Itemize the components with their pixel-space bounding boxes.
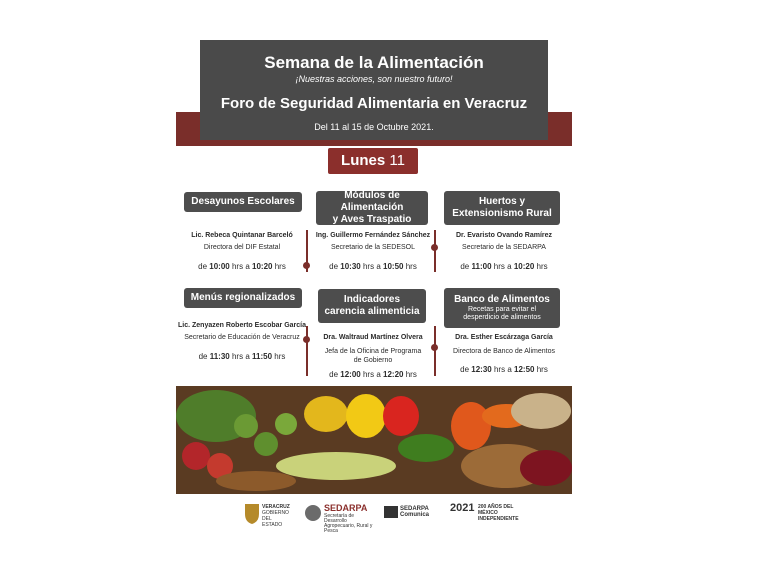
session-time-1: de 10:00 hrs a 10:20 hrs [198, 262, 286, 271]
event-title: Semana de la Alimentación [264, 53, 484, 72]
timeline-divider [434, 326, 436, 376]
vegetables-photo [176, 386, 572, 494]
timeline-dot [431, 344, 438, 351]
timeline-dot [303, 262, 310, 269]
speaker-name-5: Dra. Waltraud Martínez Olvera [323, 334, 423, 341]
speaker-role-2: Secretario de la SEDESOL [330, 244, 416, 251]
session-title-4: Menús regionalizados [184, 288, 302, 308]
session-title-5: Indicadores carencia alimenticia [318, 289, 426, 323]
comunica-icon [384, 506, 398, 518]
sedarpa-logo: SEDARPA Secretaría de Desarrollo Agropecuario, Rural y Pesca [304, 498, 376, 528]
session-time-5: de 12:00 hrs a 12:20 hrs [329, 370, 417, 379]
session-time-4: de 11:30 hrs a 11:50 hrs [198, 352, 286, 361]
bicentennial-logo: 2021 200 AÑOS DEL MÉXICO INDEPENDIENTE [450, 502, 519, 522]
session-title-2: Módulos de Alimentación y Aves Traspatio [316, 191, 428, 225]
event-slogan: ¡Nuestras acciones, son nuestro futuro! [295, 74, 453, 84]
timeline-dot [431, 244, 438, 251]
speaker-name-4: Lic. Zenyazen Roberto Escobar García [178, 322, 306, 329]
speaker-name-6: Dra. Esther Escárzaga García [455, 334, 553, 341]
day-number: 11 [389, 152, 405, 169]
speaker-role-6: Directora de Banco de Alimentos [453, 348, 555, 355]
session-title-6: Banco de Alimentos Recetas para evitar el desperdicio de alimentos [444, 288, 560, 328]
header-box [200, 40, 548, 140]
sedarpa-emblem-icon [304, 502, 322, 524]
event-dates: Del 11 al 15 de Octubre 2021. [314, 122, 434, 132]
vegetables-illustration [176, 386, 572, 494]
speaker-name-1: Lic. Rebeca Quintanar Barceló [191, 232, 293, 239]
session-time-3: de 11:00 hrs a 10:20 hrs [460, 262, 548, 271]
day-badge [328, 148, 418, 174]
session-title-text: Desayunos Escolares [191, 196, 295, 207]
session-time-2: de 10:30 hrs a 10:50 hrs [329, 262, 417, 271]
timeline-dot [303, 336, 310, 343]
speaker-name-2: Ing. Guillermo Fernández Sánchez [315, 232, 431, 239]
session-title-3: Huertos y Extensionismo Rural [444, 191, 560, 225]
session-title-1 [184, 192, 302, 212]
timeline-divider [306, 326, 308, 376]
veracruz-shield-icon [244, 502, 260, 524]
speaker-role-3: Secretario de la SEDARPA [462, 244, 546, 251]
session-time-6: de 12:30 hrs a 12:50 hrs [460, 365, 548, 374]
speaker-role-4: Secretario de Educación de Veracruz [184, 334, 300, 341]
speaker-role-1: Directora del DIF Estatal [203, 244, 281, 251]
speaker-name-3: Dr. Evaristo Ovando Ramírez [455, 232, 553, 239]
day-name: Lunes [341, 152, 386, 169]
footer-logos [244, 498, 519, 534]
forum-title: Foro de Seguridad Alimentaria en Veracruz [220, 95, 528, 112]
speaker-role-5: Jefa de la Oficina de Programa de Gobierno [324, 348, 422, 364]
veracruz-logo: VERACRUZ GOBIERNO DEL ESTADO [244, 498, 292, 528]
sedarpa-comunica-logo: SEDARPA Comunica [384, 498, 442, 528]
timeline-divider [434, 230, 436, 272]
